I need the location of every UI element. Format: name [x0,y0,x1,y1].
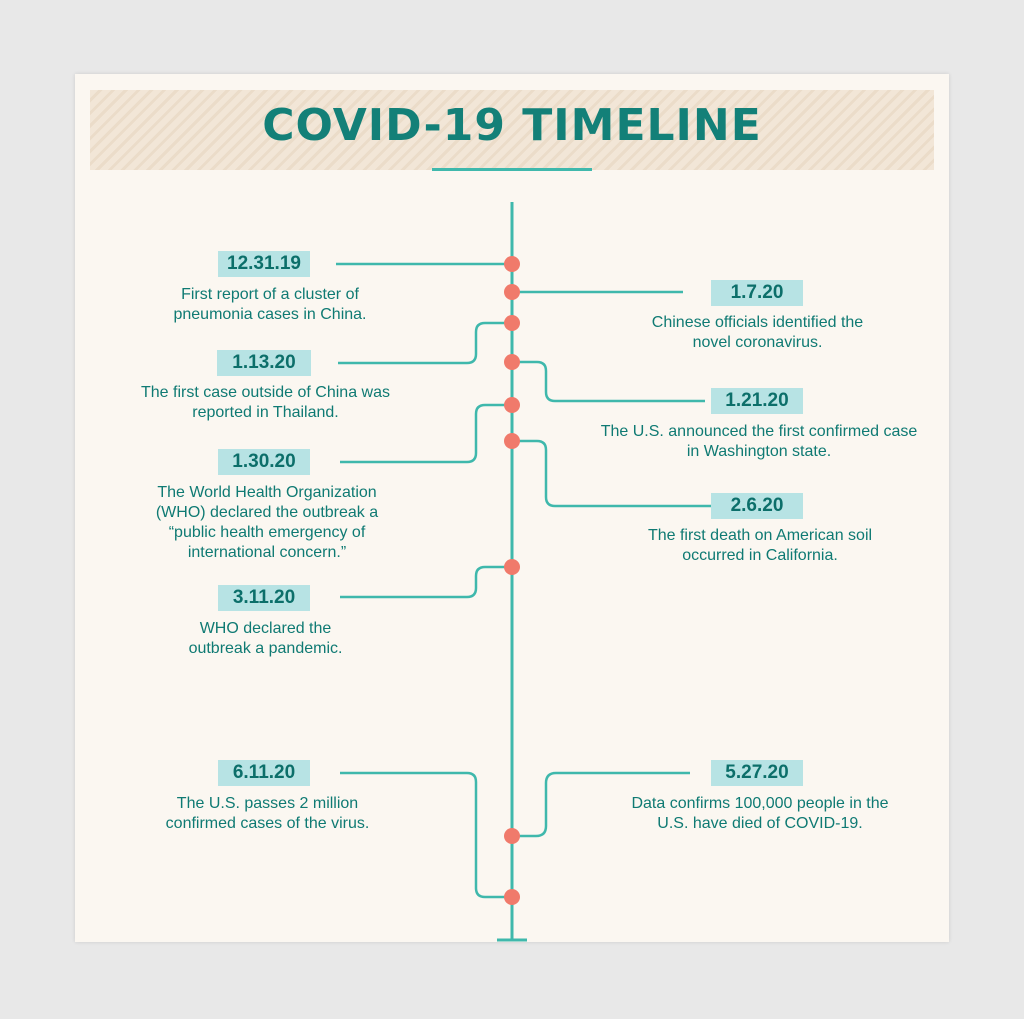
connector-1-13-20 [338,323,512,363]
event-date-1-13-20: 1.13.20 [217,350,311,376]
event-date-6-11-20: 6.11.20 [218,760,310,786]
event-text-5-27-20: Data confirms 100,000 people in the U.S. have died of COVID-19. [631,795,889,832]
event-text-1-13-20: The first case outside of China was reported in Thailand. [140,384,390,421]
connector-1-21-20 [512,362,705,401]
event-text-1-21-20: The U.S. announced the first confirmed case in Washington state. [600,423,918,460]
event-date-3-11-20: 3.11.20 [218,585,310,611]
event-date-12-31-19: 12.31.19 [218,251,310,277]
event-dot-5-27-20 [504,828,520,844]
connector-6-11-20 [340,773,512,897]
event-date-1-30-20: 1.30.20 [218,449,310,475]
event-dot-2-6-20 [504,433,520,449]
event-date-1-7-20: 1.7.20 [711,280,803,306]
event-dot-1-13-20 [504,315,520,331]
event-text-12-31-19: First report of a cluster of pneumonia cases in China. [173,286,367,323]
event-date-5-27-20: 5.27.20 [711,760,803,786]
event-date-1-21-20: 1.21.20 [711,388,803,414]
event-dot-1-30-20 [504,397,520,413]
event-dot-12-31-19 [504,256,520,272]
event-text-3-11-20: WHO declared the outbreak a pandemic. [188,620,343,657]
event-text-6-11-20: The U.S. passes 2 million confirmed cases of the virus. [165,795,370,832]
event-text-1-7-20: Chinese officials identified the novel coronavirus. [651,314,864,351]
event-text-1-30-20: The World Health Organization (WHO) declared the outbreak a “public health emergency of international concern.” [155,484,379,561]
page-title: COVID-19 TIMELINE [262,100,762,151]
event-dot-3-11-20 [504,559,520,575]
event-text-2-6-20: The first death on American soil occurred in California. [647,527,873,564]
event-dot-1-7-20 [504,284,520,300]
connector-3-11-20 [340,567,512,597]
event-dot-6-11-20 [504,889,520,905]
event-date-2-6-20: 2.6.20 [711,493,803,519]
event-dot-1-21-20 [504,354,520,370]
